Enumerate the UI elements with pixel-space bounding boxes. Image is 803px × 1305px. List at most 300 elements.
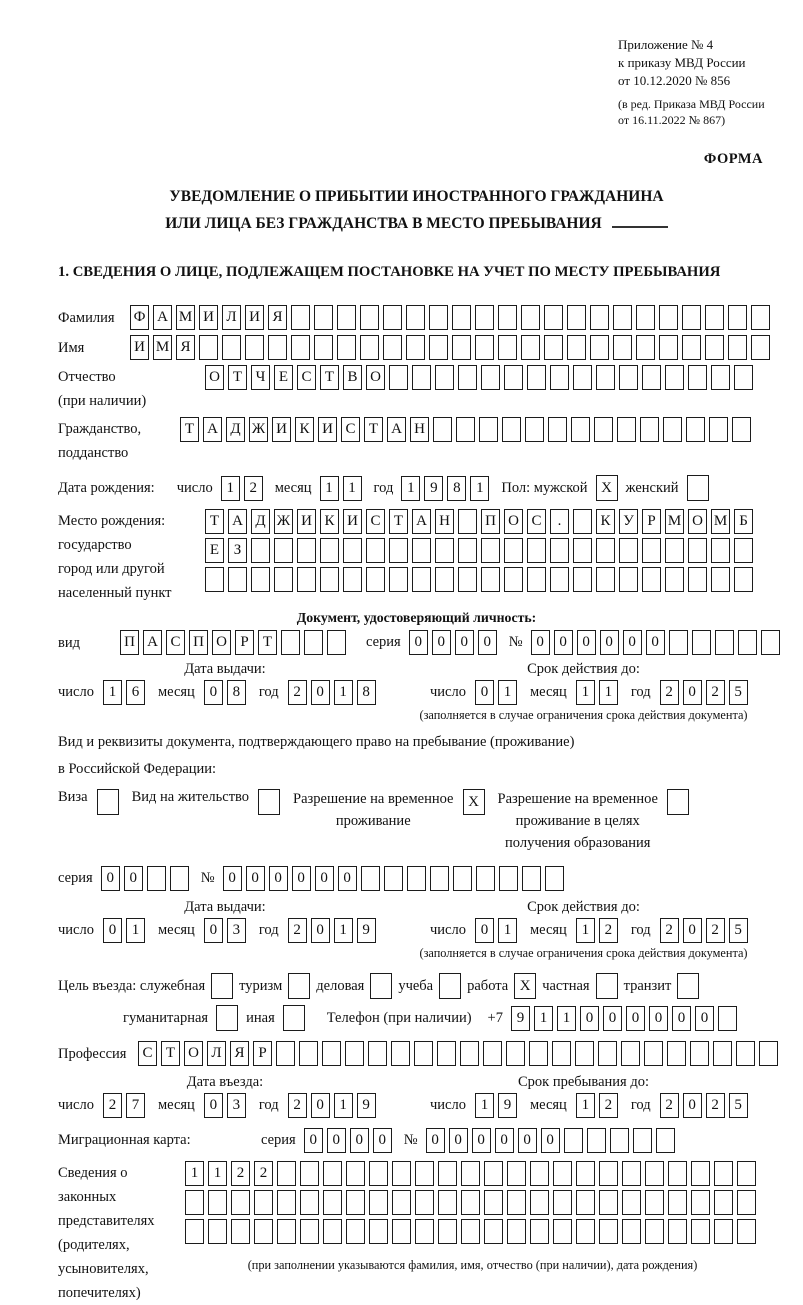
char-cell[interactable]: [320, 567, 339, 592]
char-cell[interactable]: [369, 1219, 388, 1244]
char-cell[interactable]: [481, 365, 500, 390]
char-cell[interactable]: Т: [205, 509, 224, 534]
char-cell[interactable]: 0: [449, 1128, 468, 1153]
char-cell[interactable]: [550, 538, 569, 563]
char-cell[interactable]: [761, 630, 780, 655]
char-cell[interactable]: [613, 335, 632, 360]
char-cell[interactable]: [619, 567, 638, 592]
char-cell[interactable]: А: [203, 417, 222, 442]
study-checkbox[interactable]: [439, 973, 461, 999]
char-cell[interactable]: 2: [254, 1161, 273, 1186]
char-cell[interactable]: [737, 1161, 756, 1186]
char-cell[interactable]: 3: [227, 918, 246, 943]
char-cell[interactable]: [567, 335, 586, 360]
char-cell[interactable]: [453, 866, 472, 891]
char-cell[interactable]: 9: [424, 476, 443, 501]
char-cell[interactable]: [281, 630, 300, 655]
char-cell[interactable]: [621, 1041, 640, 1066]
char-cell[interactable]: [343, 567, 362, 592]
char-cell[interactable]: 0: [311, 918, 330, 943]
char-cell[interactable]: [300, 1161, 319, 1186]
temp-residence-edu-checkbox[interactable]: [667, 789, 689, 815]
char-cell[interactable]: [718, 1006, 737, 1031]
char-cell[interactable]: [573, 567, 592, 592]
char-cell[interactable]: С: [527, 509, 546, 534]
char-cell[interactable]: [389, 538, 408, 563]
char-cell[interactable]: 0: [432, 630, 451, 655]
char-cell[interactable]: [576, 1161, 595, 1186]
char-cell[interactable]: 2: [660, 918, 679, 943]
char-cell[interactable]: [147, 866, 166, 891]
char-cell[interactable]: [573, 538, 592, 563]
char-cell[interactable]: [738, 630, 757, 655]
char-cell[interactable]: [276, 1041, 295, 1066]
char-cell[interactable]: [552, 1041, 571, 1066]
char-cell[interactable]: Н: [435, 509, 454, 534]
char-cell[interactable]: 0: [580, 1006, 599, 1031]
char-cell[interactable]: [564, 1128, 583, 1153]
char-cell[interactable]: 5: [729, 680, 748, 705]
char-cell[interactable]: [713, 1041, 732, 1066]
char-cell[interactable]: К: [295, 417, 314, 442]
char-cell[interactable]: [656, 1128, 675, 1153]
char-cell[interactable]: [642, 567, 661, 592]
char-cell[interactable]: [360, 305, 379, 330]
char-cell[interactable]: [251, 538, 270, 563]
char-cell[interactable]: Б: [734, 509, 753, 534]
char-cell[interactable]: 0: [269, 866, 288, 891]
char-cell[interactable]: 2: [660, 680, 679, 705]
char-cell[interactable]: [415, 1190, 434, 1215]
char-cell[interactable]: [688, 365, 707, 390]
char-cell[interactable]: [383, 305, 402, 330]
char-cell[interactable]: [668, 1161, 687, 1186]
char-cell[interactable]: И: [130, 335, 149, 360]
char-cell[interactable]: 1: [599, 680, 618, 705]
char-cell[interactable]: 2: [103, 1093, 122, 1118]
char-cell[interactable]: [705, 305, 724, 330]
char-cell[interactable]: [498, 335, 517, 360]
char-cell[interactable]: 1: [343, 476, 362, 501]
char-cell[interactable]: Н: [410, 417, 429, 442]
char-cell[interactable]: [734, 538, 753, 563]
char-cell[interactable]: [481, 538, 500, 563]
char-cell[interactable]: 1: [334, 918, 353, 943]
char-cell[interactable]: [369, 1190, 388, 1215]
char-cell[interactable]: [199, 335, 218, 360]
char-cell[interactable]: [461, 1161, 480, 1186]
char-cell[interactable]: Я: [268, 305, 287, 330]
residence-permit-checkbox[interactable]: [258, 789, 280, 815]
char-cell[interactable]: М: [711, 509, 730, 534]
char-cell[interactable]: 9: [357, 918, 376, 943]
char-cell[interactable]: 1: [576, 1093, 595, 1118]
char-cell[interactable]: 0: [518, 1128, 537, 1153]
char-cell[interactable]: [644, 1041, 663, 1066]
char-cell[interactable]: О: [184, 1041, 203, 1066]
char-cell[interactable]: [383, 335, 402, 360]
char-cell[interactable]: 2: [599, 918, 618, 943]
char-cell[interactable]: [714, 1161, 733, 1186]
char-cell[interactable]: [705, 335, 724, 360]
char-cell[interactable]: [433, 417, 452, 442]
char-cell[interactable]: [645, 1161, 664, 1186]
char-cell[interactable]: 2: [706, 918, 725, 943]
char-cell[interactable]: [622, 1190, 641, 1215]
char-cell[interactable]: Е: [205, 538, 224, 563]
char-cell[interactable]: 0: [531, 630, 550, 655]
char-cell[interactable]: [366, 538, 385, 563]
char-cell[interactable]: [709, 417, 728, 442]
char-cell[interactable]: [645, 1190, 664, 1215]
char-cell[interactable]: [667, 1041, 686, 1066]
char-cell[interactable]: [461, 1219, 480, 1244]
char-cell[interactable]: 1: [475, 1093, 494, 1118]
char-cell[interactable]: 0: [103, 918, 122, 943]
char-cell[interactable]: [458, 365, 477, 390]
char-cell[interactable]: [711, 567, 730, 592]
char-cell[interactable]: Т: [364, 417, 383, 442]
char-cell[interactable]: Ч: [251, 365, 270, 390]
char-cell[interactable]: 3: [227, 1093, 246, 1118]
char-cell[interactable]: [327, 630, 346, 655]
char-cell[interactable]: [690, 1041, 709, 1066]
char-cell[interactable]: 0: [472, 1128, 491, 1153]
char-cell[interactable]: [736, 1041, 755, 1066]
char-cell[interactable]: 0: [204, 1093, 223, 1118]
char-cell[interactable]: И: [272, 417, 291, 442]
char-cell[interactable]: [337, 335, 356, 360]
char-cell[interactable]: А: [412, 509, 431, 534]
business-checkbox[interactable]: [370, 973, 392, 999]
char-cell[interactable]: [714, 1219, 733, 1244]
char-cell[interactable]: 0: [409, 630, 428, 655]
char-cell[interactable]: 0: [327, 1128, 346, 1153]
char-cell[interactable]: [525, 417, 544, 442]
char-cell[interactable]: [545, 866, 564, 891]
char-cell[interactable]: [610, 1128, 629, 1153]
char-cell[interactable]: С: [138, 1041, 157, 1066]
char-cell[interactable]: А: [153, 305, 172, 330]
char-cell[interactable]: [254, 1190, 273, 1215]
transit-checkbox[interactable]: [677, 973, 699, 999]
char-cell[interactable]: 0: [304, 1128, 323, 1153]
char-cell[interactable]: 9: [511, 1006, 530, 1031]
char-cell[interactable]: [734, 365, 753, 390]
char-cell[interactable]: А: [143, 630, 162, 655]
char-cell[interactable]: Т: [320, 365, 339, 390]
char-cell[interactable]: Т: [228, 365, 247, 390]
char-cell[interactable]: [567, 305, 586, 330]
char-cell[interactable]: [415, 1161, 434, 1186]
char-cell[interactable]: [361, 866, 380, 891]
char-cell[interactable]: [504, 538, 523, 563]
char-cell[interactable]: [576, 1190, 595, 1215]
char-cell[interactable]: [759, 1041, 778, 1066]
char-cell[interactable]: [714, 1190, 733, 1215]
char-cell[interactable]: [668, 1219, 687, 1244]
char-cell[interactable]: [504, 567, 523, 592]
char-cell[interactable]: [346, 1219, 365, 1244]
char-cell[interactable]: [499, 866, 518, 891]
char-cell[interactable]: [277, 1219, 296, 1244]
char-cell[interactable]: А: [228, 509, 247, 534]
char-cell[interactable]: 1: [401, 476, 420, 501]
char-cell[interactable]: [507, 1219, 526, 1244]
char-cell[interactable]: 0: [475, 918, 494, 943]
char-cell[interactable]: 2: [231, 1161, 250, 1186]
char-cell[interactable]: [406, 305, 425, 330]
char-cell[interactable]: [360, 335, 379, 360]
char-cell[interactable]: [642, 365, 661, 390]
char-cell[interactable]: [594, 417, 613, 442]
char-cell[interactable]: О: [212, 630, 231, 655]
char-cell[interactable]: [384, 866, 403, 891]
char-cell[interactable]: [452, 305, 471, 330]
char-cell[interactable]: А: [387, 417, 406, 442]
char-cell[interactable]: [300, 1219, 319, 1244]
char-cell[interactable]: [208, 1190, 227, 1215]
female-checkbox[interactable]: [687, 475, 709, 501]
char-cell[interactable]: [642, 538, 661, 563]
char-cell[interactable]: [527, 538, 546, 563]
char-cell[interactable]: 2: [244, 476, 263, 501]
char-cell[interactable]: [659, 305, 678, 330]
char-cell[interactable]: [297, 567, 316, 592]
char-cell[interactable]: 0: [626, 1006, 645, 1031]
char-cell[interactable]: Т: [161, 1041, 180, 1066]
char-cell[interactable]: 0: [649, 1006, 668, 1031]
char-cell[interactable]: [619, 538, 638, 563]
char-cell[interactable]: [369, 1161, 388, 1186]
char-cell[interactable]: [323, 1190, 342, 1215]
char-cell[interactable]: [392, 1161, 411, 1186]
char-cell[interactable]: [530, 1190, 549, 1215]
char-cell[interactable]: Р: [253, 1041, 272, 1066]
char-cell[interactable]: [527, 567, 546, 592]
char-cell[interactable]: [619, 365, 638, 390]
char-cell[interactable]: [274, 538, 293, 563]
char-cell[interactable]: [550, 365, 569, 390]
char-cell[interactable]: 2: [288, 1093, 307, 1118]
char-cell[interactable]: [613, 305, 632, 330]
char-cell[interactable]: [587, 1128, 606, 1153]
char-cell[interactable]: [346, 1161, 365, 1186]
char-cell[interactable]: [732, 417, 751, 442]
char-cell[interactable]: И: [343, 509, 362, 534]
char-cell[interactable]: П: [120, 630, 139, 655]
char-cell[interactable]: [573, 365, 592, 390]
char-cell[interactable]: [483, 1041, 502, 1066]
char-cell[interactable]: О: [205, 365, 224, 390]
char-cell[interactable]: [599, 1161, 618, 1186]
char-cell[interactable]: [599, 1219, 618, 1244]
char-cell[interactable]: 1: [185, 1161, 204, 1186]
char-cell[interactable]: [596, 567, 615, 592]
char-cell[interactable]: [571, 417, 590, 442]
char-cell[interactable]: 1: [576, 918, 595, 943]
char-cell[interactable]: [640, 417, 659, 442]
char-cell[interactable]: У: [619, 509, 638, 534]
char-cell[interactable]: [688, 538, 707, 563]
char-cell[interactable]: 1: [221, 476, 240, 501]
char-cell[interactable]: [412, 365, 431, 390]
char-cell[interactable]: [414, 1041, 433, 1066]
char-cell[interactable]: [299, 1041, 318, 1066]
char-cell[interactable]: [475, 305, 494, 330]
char-cell[interactable]: 0: [495, 1128, 514, 1153]
char-cell[interactable]: 0: [373, 1128, 392, 1153]
char-cell[interactable]: 0: [315, 866, 334, 891]
other-checkbox[interactable]: [283, 1005, 305, 1031]
char-cell[interactable]: [456, 417, 475, 442]
char-cell[interactable]: [429, 335, 448, 360]
char-cell[interactable]: [751, 305, 770, 330]
char-cell[interactable]: [392, 1190, 411, 1215]
char-cell[interactable]: [728, 305, 747, 330]
char-cell[interactable]: [412, 538, 431, 563]
char-cell[interactable]: [548, 417, 567, 442]
char-cell[interactable]: О: [366, 365, 385, 390]
char-cell[interactable]: [475, 335, 494, 360]
char-cell[interactable]: 0: [554, 630, 573, 655]
char-cell[interactable]: Ф: [130, 305, 149, 330]
char-cell[interactable]: 0: [426, 1128, 445, 1153]
char-cell[interactable]: [521, 335, 540, 360]
char-cell[interactable]: [320, 538, 339, 563]
char-cell[interactable]: [544, 335, 563, 360]
char-cell[interactable]: [665, 365, 684, 390]
char-cell[interactable]: 0: [683, 918, 702, 943]
char-cell[interactable]: [366, 567, 385, 592]
char-cell[interactable]: [686, 417, 705, 442]
char-cell[interactable]: 0: [475, 680, 494, 705]
char-cell[interactable]: И: [297, 509, 316, 534]
char-cell[interactable]: [484, 1219, 503, 1244]
char-cell[interactable]: Р: [235, 630, 254, 655]
char-cell[interactable]: [323, 1219, 342, 1244]
char-cell[interactable]: Е: [274, 365, 293, 390]
char-cell[interactable]: 8: [227, 680, 246, 705]
char-cell[interactable]: [268, 335, 287, 360]
char-cell[interactable]: 0: [683, 1093, 702, 1118]
char-cell[interactable]: [429, 305, 448, 330]
char-cell[interactable]: 0: [478, 630, 497, 655]
char-cell[interactable]: [522, 866, 541, 891]
char-cell[interactable]: К: [320, 509, 339, 534]
char-cell[interactable]: М: [665, 509, 684, 534]
char-cell[interactable]: [476, 866, 495, 891]
char-cell[interactable]: [407, 866, 426, 891]
char-cell[interactable]: [645, 1219, 664, 1244]
char-cell[interactable]: 1: [470, 476, 489, 501]
char-cell[interactable]: [599, 1190, 618, 1215]
char-cell[interactable]: [458, 567, 477, 592]
char-cell[interactable]: [251, 567, 270, 592]
official-checkbox[interactable]: [211, 973, 233, 999]
char-cell[interactable]: [636, 305, 655, 330]
char-cell[interactable]: 0: [223, 866, 242, 891]
char-cell[interactable]: [659, 335, 678, 360]
char-cell[interactable]: [553, 1219, 572, 1244]
char-cell[interactable]: [751, 335, 770, 360]
char-cell[interactable]: [415, 1219, 434, 1244]
char-cell[interactable]: Д: [251, 509, 270, 534]
char-cell[interactable]: 0: [311, 680, 330, 705]
char-cell[interactable]: [715, 630, 734, 655]
char-cell[interactable]: 0: [623, 630, 642, 655]
char-cell[interactable]: 8: [447, 476, 466, 501]
char-cell[interactable]: [231, 1190, 250, 1215]
char-cell[interactable]: [692, 630, 711, 655]
char-cell[interactable]: [691, 1219, 710, 1244]
char-cell[interactable]: [553, 1190, 572, 1215]
char-cell[interactable]: [391, 1041, 410, 1066]
char-cell[interactable]: 9: [498, 1093, 517, 1118]
char-cell[interactable]: 0: [603, 1006, 622, 1031]
char-cell[interactable]: [484, 1190, 503, 1215]
char-cell[interactable]: [205, 567, 224, 592]
char-cell[interactable]: [507, 1161, 526, 1186]
char-cell[interactable]: 2: [288, 918, 307, 943]
char-cell[interactable]: [502, 417, 521, 442]
char-cell[interactable]: [575, 1041, 594, 1066]
char-cell[interactable]: Т: [258, 630, 277, 655]
char-cell[interactable]: З: [228, 538, 247, 563]
char-cell[interactable]: 1: [534, 1006, 553, 1031]
char-cell[interactable]: [461, 1190, 480, 1215]
char-cell[interactable]: 0: [338, 866, 357, 891]
char-cell[interactable]: О: [688, 509, 707, 534]
char-cell[interactable]: Л: [207, 1041, 226, 1066]
char-cell[interactable]: 0: [683, 680, 702, 705]
char-cell[interactable]: [297, 538, 316, 563]
char-cell[interactable]: [550, 567, 569, 592]
char-cell[interactable]: [412, 567, 431, 592]
char-cell[interactable]: М: [153, 335, 172, 360]
char-cell[interactable]: [711, 538, 730, 563]
char-cell[interactable]: 1: [208, 1161, 227, 1186]
char-cell[interactable]: [498, 305, 517, 330]
char-cell[interactable]: 0: [577, 630, 596, 655]
char-cell[interactable]: К: [596, 509, 615, 534]
char-cell[interactable]: 5: [729, 1093, 748, 1118]
char-cell[interactable]: [479, 417, 498, 442]
char-cell[interactable]: 0: [455, 630, 474, 655]
private-checkbox[interactable]: [596, 973, 618, 999]
char-cell[interactable]: Ж: [274, 509, 293, 534]
char-cell[interactable]: П: [189, 630, 208, 655]
char-cell[interactable]: Р: [642, 509, 661, 534]
char-cell[interactable]: [711, 365, 730, 390]
char-cell[interactable]: [481, 567, 500, 592]
char-cell[interactable]: [185, 1190, 204, 1215]
char-cell[interactable]: [435, 365, 454, 390]
char-cell[interactable]: С: [341, 417, 360, 442]
char-cell[interactable]: [438, 1161, 457, 1186]
char-cell[interactable]: 0: [101, 866, 120, 891]
char-cell[interactable]: Л: [222, 305, 241, 330]
char-cell[interactable]: [530, 1161, 549, 1186]
char-cell[interactable]: [185, 1219, 204, 1244]
char-cell[interactable]: [343, 538, 362, 563]
char-cell[interactable]: 1: [498, 918, 517, 943]
char-cell[interactable]: [665, 567, 684, 592]
char-cell[interactable]: 0: [695, 1006, 714, 1031]
char-cell[interactable]: 0: [600, 630, 619, 655]
char-cell[interactable]: [527, 365, 546, 390]
char-cell[interactable]: [245, 335, 264, 360]
